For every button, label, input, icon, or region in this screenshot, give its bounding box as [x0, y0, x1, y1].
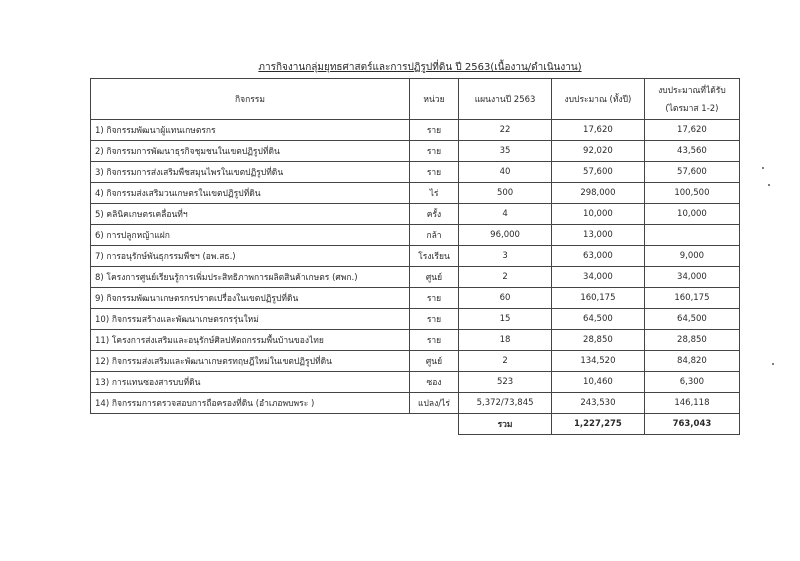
- table-row: [91, 162, 740, 183]
- cell-plan: 60: [459, 288, 552, 309]
- cell-budget: 298,000: [551, 183, 644, 204]
- cell-unit: ราย: [409, 330, 458, 351]
- cell-activity: 6) การปลูกหญ้าแฝก: [91, 225, 410, 246]
- total-budget: 1,227,275: [551, 414, 644, 435]
- cell-budget: 92,020: [551, 141, 644, 162]
- document-title: ภารกิจงานกลุ่มยุทธศาสตร์และการปฏิรูปที่ดิน ปี 2563(เนื้องาน/ดำเนินงาน): [258, 62, 582, 73]
- cell-activity: 5) คลินิคเกษตรเคลื่อนที่ฯ: [91, 204, 410, 225]
- cell-budget: 13,000: [551, 225, 644, 246]
- header-received-label: งบประมาณที่ได้รับ: [658, 86, 726, 96]
- table-row: [91, 267, 740, 288]
- cell-plan: 2: [459, 351, 552, 372]
- cell-plan: 96,000: [459, 225, 552, 246]
- table-row: [91, 351, 740, 372]
- cell-unit: ราย: [409, 141, 458, 162]
- cell-received: 146,118: [644, 393, 739, 414]
- cell-received: 160,175: [644, 288, 739, 309]
- cell-unit: ราย: [409, 120, 458, 141]
- cell-unit: ไร่: [409, 183, 458, 204]
- activity-table: [90, 78, 740, 435]
- cell-received: 34,000: [644, 267, 739, 288]
- table-row: [91, 309, 740, 330]
- cell-activity: 2) กิจกรรมการพัฒนาธุรกิจชุมชนในเขตปฏิรูปที่ดิน: [91, 141, 410, 162]
- total-received: 763,043: [644, 414, 739, 435]
- cell-activity: 1) กิจกรรมพัฒนาผู้แทนเกษตรกร: [91, 120, 410, 141]
- cell-activity: 9) กิจกรรมพัฒนาเกษตรกรปราดเปรื่องในเขตปฏิรูปที่ดิน: [91, 288, 410, 309]
- table-row: [91, 288, 740, 309]
- cell-activity: 11) โครงการส่งเสริมและอนุรักษ์ศิลปหัตถกรรมพื้นบ้านของไทย: [91, 330, 410, 351]
- cell-plan: 15: [459, 309, 552, 330]
- cell-unit: ศูนย์: [409, 351, 458, 372]
- cell-unit: โรงเรียน: [409, 246, 458, 267]
- cell-received: 43,560: [644, 141, 739, 162]
- scan-speck: [768, 184, 770, 186]
- cell-activity: 3) กิจกรรมการส่งเสริมพืชสมุนไพรในเขตปฏิรูปที่ดิน: [91, 162, 410, 183]
- table-row: [91, 141, 740, 162]
- cell-plan: 40: [459, 162, 552, 183]
- cell-budget: 134,520: [551, 351, 644, 372]
- cell-received: 6,300: [644, 372, 739, 393]
- cell-budget: 63,000: [551, 246, 644, 267]
- scan-speck: [772, 363, 774, 365]
- header-activity: กิจกรรม: [91, 79, 410, 120]
- cell-plan: 523: [459, 372, 552, 393]
- cell-unit: แปลง/ไร่: [409, 393, 458, 414]
- table-header-row: [91, 79, 740, 120]
- table-row: [91, 393, 740, 414]
- cell-unit: ราย: [409, 162, 458, 183]
- cell-budget: 34,000: [551, 267, 644, 288]
- cell-unit: ราย: [409, 309, 458, 330]
- cell-activity: 4) กิจกรรมส่งเสริมวนเกษตรในเขตปฏิรูปที่ดิน: [91, 183, 410, 204]
- cell-budget: 160,175: [551, 288, 644, 309]
- cell-budget: 17,620: [551, 120, 644, 141]
- cell-unit: กล้า: [409, 225, 458, 246]
- cell-budget: 10,460: [551, 372, 644, 393]
- cell-received: 28,850: [644, 330, 739, 351]
- cell-activity: 8) โครงการศูนย์เรียนรู้การเพิ่มประสิทธิภาพการผลิตสินค้าเกษตร (ศพก.): [91, 267, 410, 288]
- cell-received: 10,000: [644, 204, 739, 225]
- cell-unit: ศูนย์: [409, 267, 458, 288]
- table-row: [91, 330, 740, 351]
- cell-plan: 3: [459, 246, 552, 267]
- cell-received: 84,820: [644, 351, 739, 372]
- cell-received: 17,620: [644, 120, 739, 141]
- header-budget: งบประมาณ (ทั้งปี): [551, 79, 644, 120]
- header-plan: แผนงานปี 2563: [459, 79, 552, 120]
- table-row: [91, 225, 740, 246]
- cell-unit: ครั้ง: [409, 204, 458, 225]
- table-row: [91, 120, 740, 141]
- table-row: [91, 204, 740, 225]
- table-row: [91, 372, 740, 393]
- cell-unit: ราย: [409, 288, 458, 309]
- header-received: [644, 79, 739, 120]
- cell-plan: 4: [459, 204, 552, 225]
- header-received-sub: (ไตรมาส 1-2): [665, 104, 719, 114]
- cell-activity: 10) กิจกรรมสร้างและพัฒนาเกษตรกรรุ่นใหม่: [91, 309, 410, 330]
- cell-plan: 18: [459, 330, 552, 351]
- cell-plan: 5,372/73,845: [459, 393, 552, 414]
- cell-received: 57,600: [644, 162, 739, 183]
- table-row: [91, 183, 740, 204]
- scan-speck: [762, 167, 764, 169]
- cell-budget: 64,500: [551, 309, 644, 330]
- cell-plan: 500: [459, 183, 552, 204]
- cell-unit: ซอง: [409, 372, 458, 393]
- cell-received: 9,000: [644, 246, 739, 267]
- total-label: รวม: [459, 414, 552, 435]
- cell-received: [644, 225, 739, 246]
- cell-plan: 2: [459, 267, 552, 288]
- header-unit: หน่วย: [409, 79, 458, 120]
- cell-budget: 243,530: [551, 393, 644, 414]
- table-row: [91, 246, 740, 267]
- cell-activity: 13) การแทนซองสารบบที่ดิน: [91, 372, 410, 393]
- cell-budget: 57,600: [551, 162, 644, 183]
- cell-plan: 35: [459, 141, 552, 162]
- cell-budget: 10,000: [551, 204, 644, 225]
- cell-activity: 12) กิจกรรมส่งเสริมและพัฒนาเกษตรทฤษฎีใหม่ในเขตปฏิรูปที่ดิน: [91, 351, 410, 372]
- cell-activity: 14) กิจกรรมการตรวจสอบการถือครองที่ดิน (อำเภอพบพระ ): [91, 393, 410, 414]
- cell-received: 100,500: [644, 183, 739, 204]
- total-row: [91, 414, 740, 435]
- cell-activity: 7) การอนุรักษ์พันธุกรรมพืชฯ (อพ.สธ.): [91, 246, 410, 267]
- cell-received: 64,500: [644, 309, 739, 330]
- cell-plan: 22: [459, 120, 552, 141]
- cell-budget: 28,850: [551, 330, 644, 351]
